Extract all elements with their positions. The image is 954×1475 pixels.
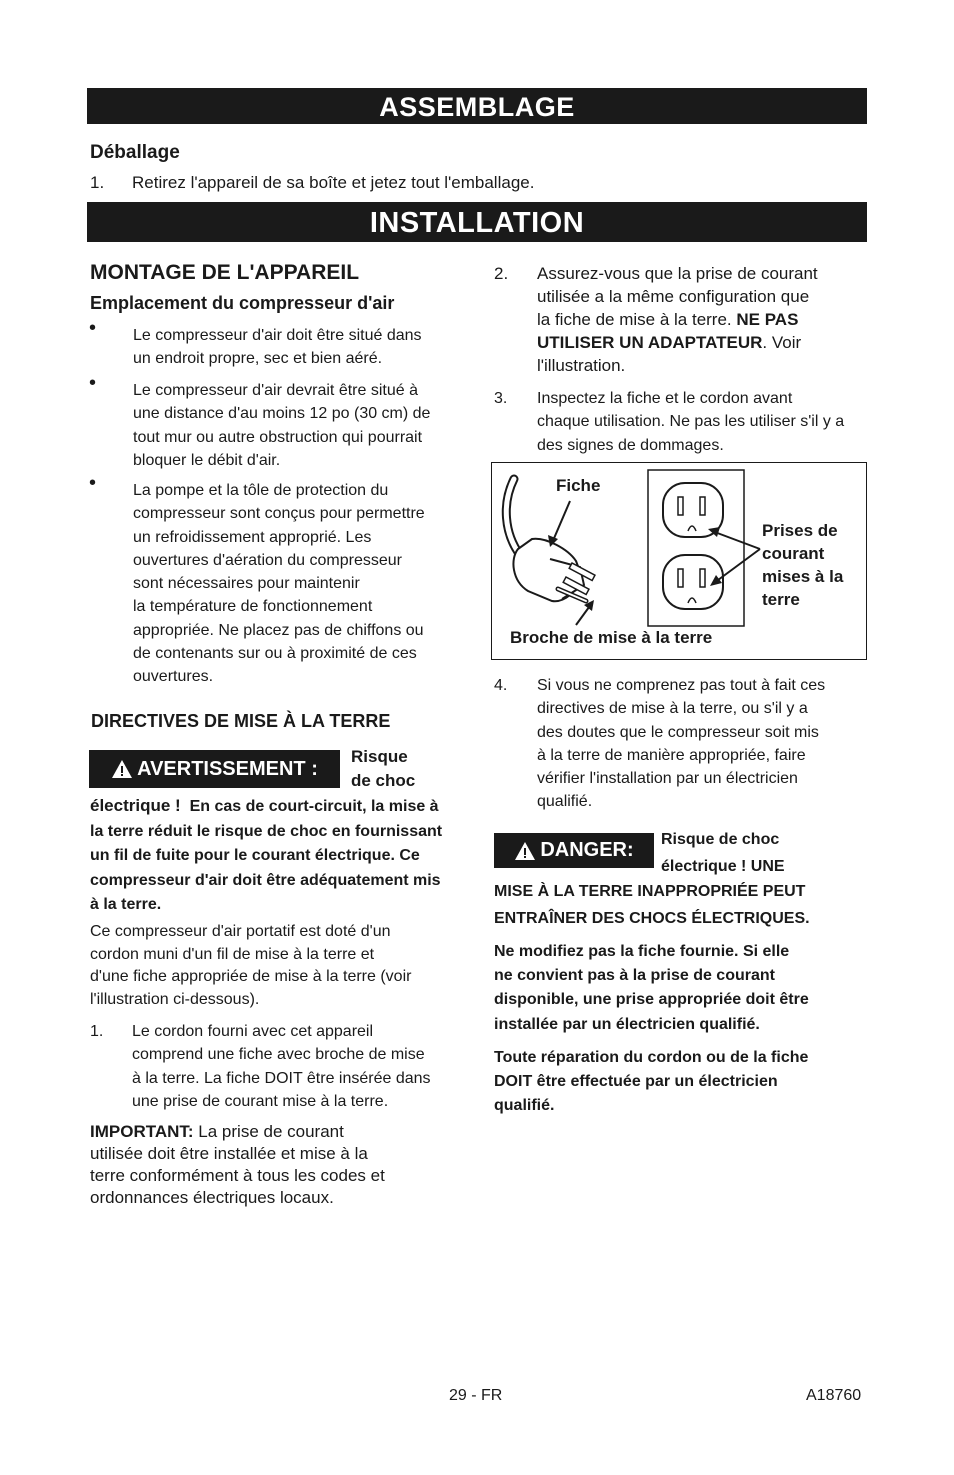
warning-label: AVERTISSEMENT : [137,757,318,780]
page-number: 29 - FR [449,1387,503,1404]
label-prises: Prises de courant mises à la terre [762,521,844,609]
danger-text: MISE À LA TERRE INAPPROPRIÉE PEUT ENTRAÎNER DES CHOCS ÉLECTRIQUES. [494,883,810,927]
warning-triangle-icon [111,759,133,779]
danger-side-text: Risque de choc électrique ! UNE [661,831,785,875]
danger-badge [494,833,654,868]
montage-bullet-2: Le compresseur d'air devrait être situé à une distance d'au moins 12 po (30 cm) de tout mur ou autre obstruction qui pourrait bloquer le débit d'air. [133,382,431,469]
danger-paragraph-2: Ne modifiez pas la fiche fournie. Si elle ne convient pas à la prise de courant disponible, une prise appropriée doit être installée par un électricien qualifié. [494,943,809,1033]
document-code: A18760 [806,1387,862,1404]
warning-triangle-icon [514,841,536,861]
item4-text: Si vous ne comprenez pas tout à fait ces directives de mise à la terre, ou s'il y a des doutes que le compresseur soit mis à la terre de manière appropriée, faire vérifier l'installation par un électricien qualifié. [537,677,826,811]
directives-paragraph: Ce compresseur d'air portatif est doté d'un cordon muni d'un fil de mise à la terre et d'une fiche appropriée de mise à la terre (voir l'illustration ci-dessous). [90,923,412,1008]
important-label: IMPORTANT: [90,1122,194,1141]
montage-subtitle: Emplacement du compresseur d'air [90,293,395,313]
bullet-dot: • [89,372,97,394]
assemblage-banner [87,88,867,124]
assemblage-title: ASSEMBLAGE [379,92,575,122]
directives-item1-number: 1. [90,1023,104,1040]
warning-text: électrique ! En cas de court-circuit, la mise à la terre réduit le risque de choc en fournissant un fil de fuite pour le courant électrique. Ce compresseur d'air doit être adéquatement mis à la terre. [90,796,443,913]
danger-label: DANGER: [540,839,634,861]
installation-banner [87,202,867,242]
important-paragraph: IMPORTANT: La prise de courant utilisée doit être installée et mise à la terre conformément à tous les codes et ordonnances électriques locaux. [90,1122,385,1207]
grounding-figure [491,462,867,660]
item4-number: 4. [494,677,508,694]
deballage-item-text: Retirez l'appareil de sa boîte et jetez tout l'emballage. [132,173,535,192]
item2-number: 2. [494,264,509,283]
label-fiche: Fiche [556,476,601,495]
item2-text: Assurez-vous que la prise de courant utilisée a la même configuration que la fiche de mise à la terre. NE PAS UTILISER UN ADAPTATEUR. Voir l'illustration. [537,264,818,375]
warning-first: électrique ! [90,796,181,815]
montage-bullet-1: Le compresseur d'air doit être situé dans un endroit propre, sec et bien aéré. [133,327,422,368]
deballage-item-number: 1. [90,173,105,192]
bullet-dot: • [89,317,97,339]
warning-badge [89,750,340,788]
item3-number: 3. [494,390,508,407]
warning-side-text: Risque de choc [351,747,416,790]
directives-item1: Le cordon fourni avec cet appareil comprend une fiche avec broche de mise à la terre. La fiche DOIT être insérée dans une prise de courant mise à la terre. [132,1023,431,1110]
montage-title: MONTAGE DE L'APPAREIL [90,261,360,284]
label-broche: Broche de mise à la terre [510,628,713,647]
directives-title: DIRECTIVES DE MISE À LA TERRE [91,711,391,731]
deballage-title: Déballage [90,142,180,163]
installation-title: INSTALLATION [369,207,585,239]
montage-bullet-3: La pompe et la tôle de protection du compresseur sont conçus pour permettre un refroidissement approprié. Les ouvertures d'aération du compresseur sont nécessaires pour maintenir la température de fonctionnement appropriée. Ne placez pas de chiffons ou de contenants sur ou à proximité de ces ouvertures. [133,482,425,686]
item3-text: Inspectez la fiche et le cordon avant chaque utilisation. Ne pas les utiliser s'il y a des signes de dommages. [537,390,845,454]
bullet-dot: • [89,472,97,494]
danger-paragraph-3: Toute réparation du cordon ou de la fiche DOIT être effectuée par un électricien qualifié. [494,1049,809,1115]
